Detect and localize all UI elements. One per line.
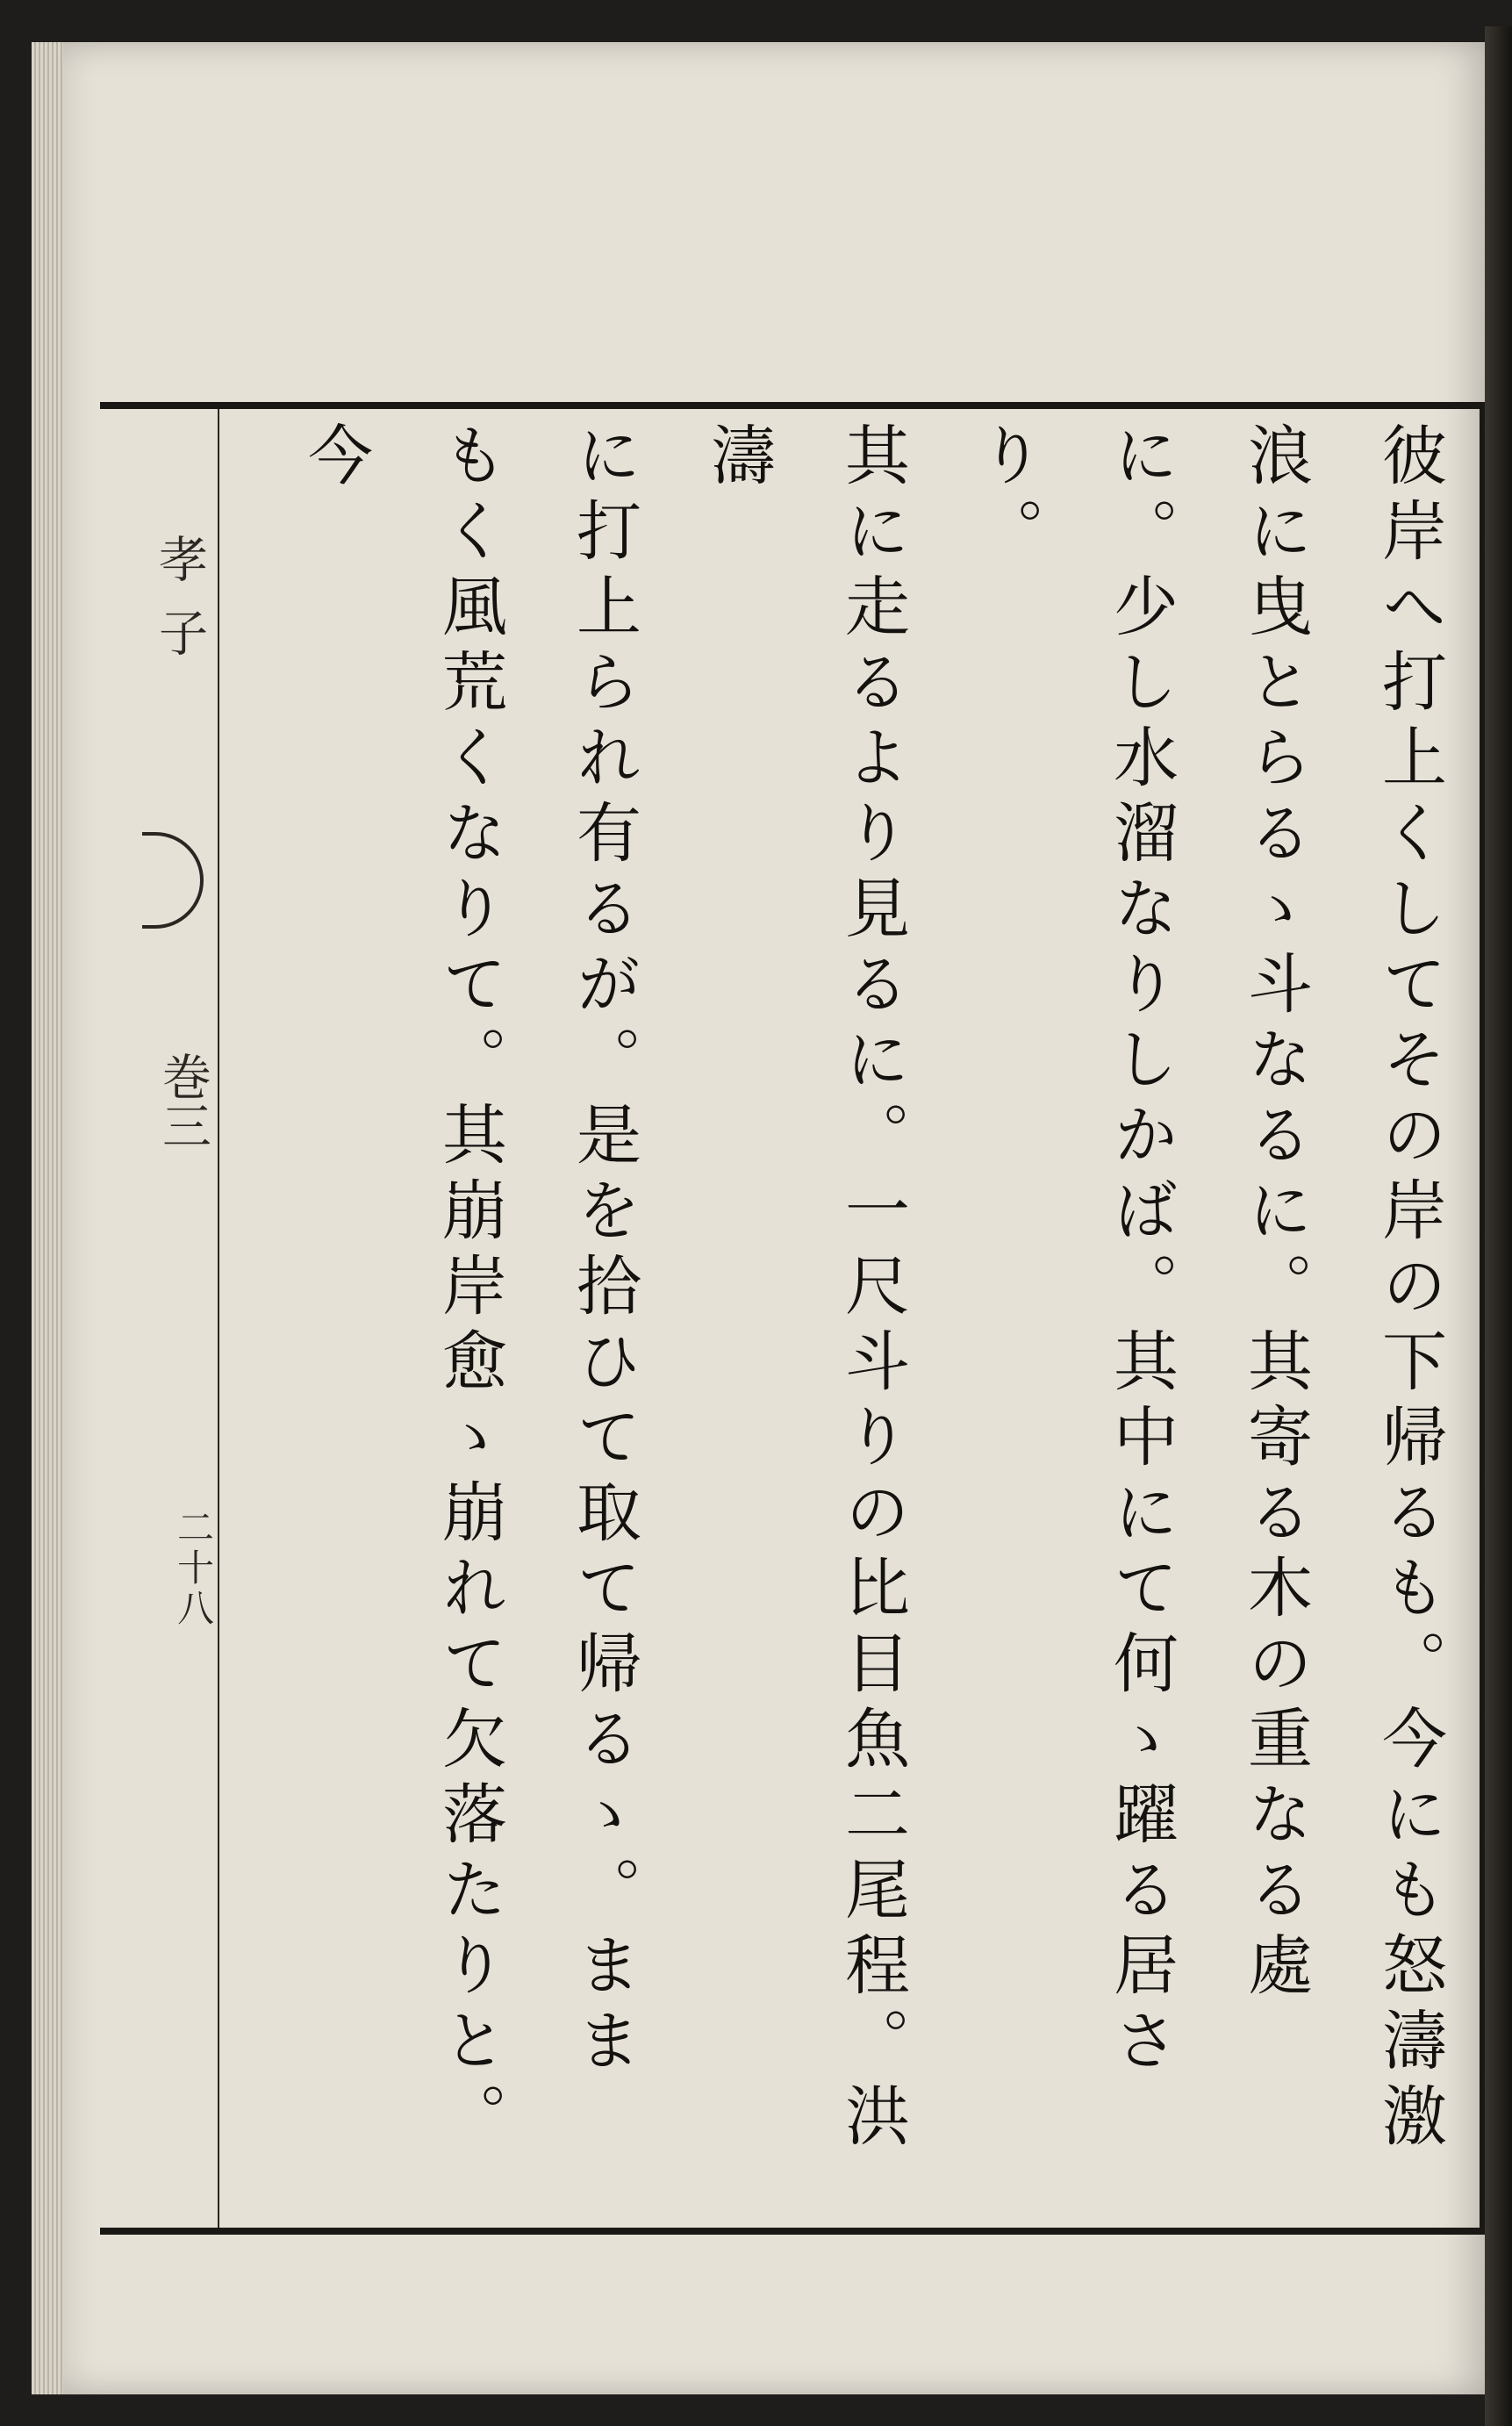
text-column [247, 421, 268, 2221]
next-page-edge [1485, 26, 1512, 2426]
hashira-title: 孝子 [151, 534, 208, 681]
text-column: 其に走るより見るに。一尺斗りの比目魚二尾程。洪濤 [700, 421, 910, 2157]
text-column: に打上られ有るが。是を拾ひて取て帰るゝ。まま [566, 421, 641, 2082]
hashira-divider [218, 409, 219, 2228]
hashira-volume: 巻三 [154, 1052, 211, 1150]
text-column: 浪に曳とらるゝ斗なるに。其寄る木の重なる處 [1237, 421, 1313, 2006]
text-column: もく風荒くなりて。其崩岸愈ゝ崩れて欠落たりと。今 [297, 421, 507, 2157]
book-page [63, 42, 1492, 2394]
main-text [247, 421, 1476, 2221]
text-column: 彼岸へ打上くしてその岸の下帰るも。今にも怒濤激 [1372, 421, 1447, 2157]
text-column: に。少し水溜なりしかば。其中にて何ゝ躍る居さり。 [969, 421, 1179, 2082]
page-number: 二十八 [172, 1508, 215, 1629]
